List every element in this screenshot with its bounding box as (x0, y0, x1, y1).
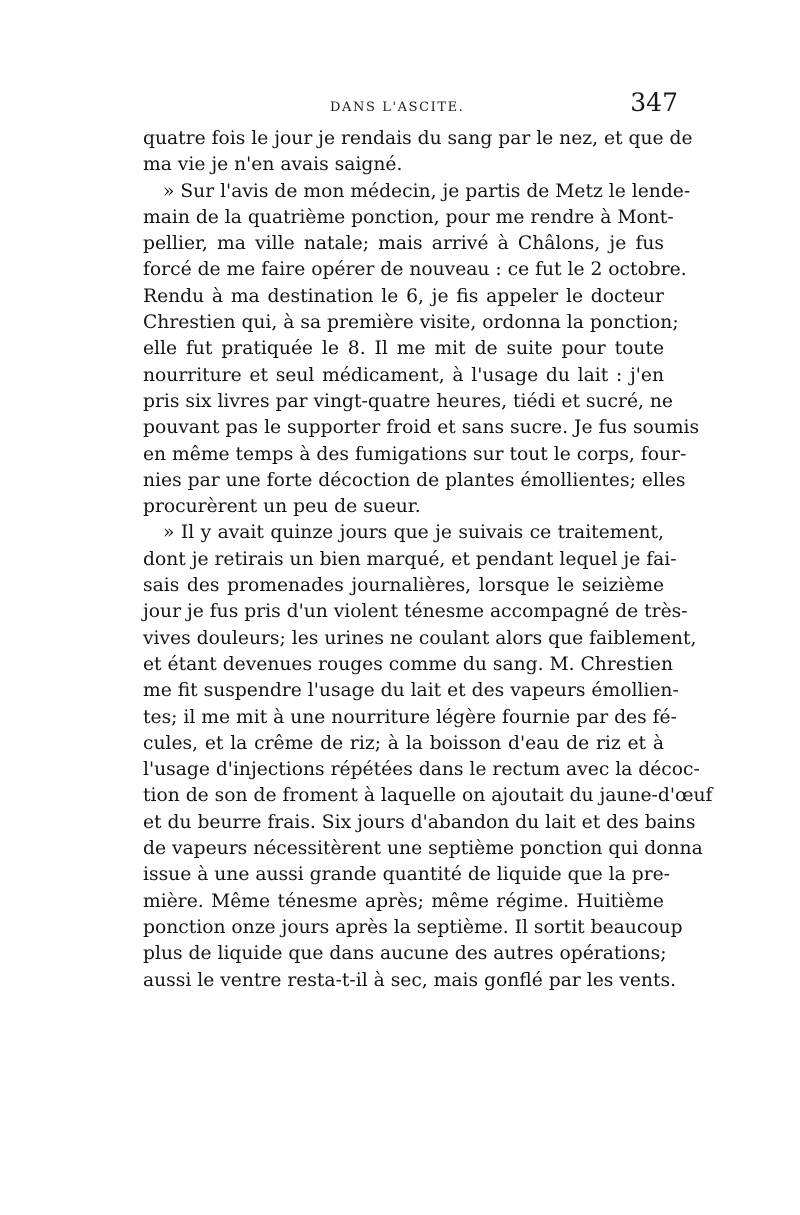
text-line: main de la quatrième ponction, pour me rendre à Mont- (143, 206, 674, 228)
text-line: plus de liquide que dans aucune des autres opérations; (143, 943, 667, 965)
text-line: vives douleurs; les urines ne coulant alors que faiblement, (143, 627, 697, 649)
text-line: nourriture et seul médicament, à l'usage du lait : j'en (143, 364, 664, 386)
text-line: pris six livres par vingt-quatre heures, tiédi et sucré, ne (143, 390, 673, 412)
text-line: tes; il me mit à une nourriture légère fournie par des fé- (143, 706, 677, 728)
text-line: me fit suspendre l'usage du lait et des vapeurs émollien- (143, 680, 679, 702)
running-title: DANS L'ASCITE. (330, 100, 465, 115)
text-line: issue à une aussi grande quantité de liquide que la pre- (143, 864, 671, 886)
text-line: mière. Même ténesme après; même régime. Huitième (143, 890, 664, 912)
text-line: aussi le ventre resta-t-il à sec, mais gonflé par les vents. (143, 969, 677, 991)
text-line: forcé de me faire opérer de nouveau : ce fut le 2 octobre. (143, 259, 687, 281)
body-text (143, 126, 713, 994)
text-line: quatre fois le jour je rendais du sang par le nez, et que de (143, 128, 693, 149)
text-line: en même temps à des fumigations sur tout le corps, four- (143, 443, 687, 465)
text-line: pouvant pas le supporter froid et sans sucre. Je fus soumis (143, 417, 700, 439)
text-line: jour je fus pris d'un violent ténesme accompagné de très- (143, 601, 688, 623)
text-line: Chrestien qui, à sa première visite, ordonna la ponction; (143, 312, 679, 334)
text-line: ponction onze jours après la septième. Il sortit beaucoup (143, 916, 683, 938)
text-line: tion de son de froment à laquelle on ajoutait du jaune-d'œuf (143, 785, 713, 807)
text-line: sais des promenades journalières, lorsque le seizième (143, 575, 664, 597)
text-line: » Sur l'avis de mon médecin, je partis de Metz le lende- (163, 180, 691, 202)
text-line: » Il y avait quinze jours que je suivais ce traitement, (163, 522, 664, 544)
text-line: Rendu à ma destination le 6, je fis appeler le docteur (143, 285, 664, 307)
text-line: ma vie je n'en avais saigné. (143, 154, 403, 176)
text-line: de vapeurs nécessitèrent une septième ponction qui donna (143, 838, 703, 860)
text-line: pellier, ma ville natale; mais arrivé à Châlons, je fus (143, 233, 664, 255)
running-head (140, 86, 680, 122)
text-line: et étant devenues rouges comme du sang. M. Chrestien (143, 653, 673, 675)
page-number: 347 (630, 88, 678, 117)
text-line: dont je retirais un bien marqué, et pendant lequel je fai- (143, 548, 677, 570)
text-line: nies par une forte décoction de plantes émollientes; elles (143, 469, 686, 491)
text-line: cules, et la crême de riz; à la boisson d'eau de riz et à (143, 732, 664, 754)
text-line: l'usage d'injections répétées dans le rectum avec la décoc- (143, 759, 700, 781)
text-line: procurèrent un peu de sueur. (143, 496, 421, 518)
text-line: elle fut pratiquée le 8. Il me mit de suite pour toute (143, 338, 664, 360)
text-line: et du beurre frais. Six jours d'abandon du lait et des bains (143, 811, 696, 833)
